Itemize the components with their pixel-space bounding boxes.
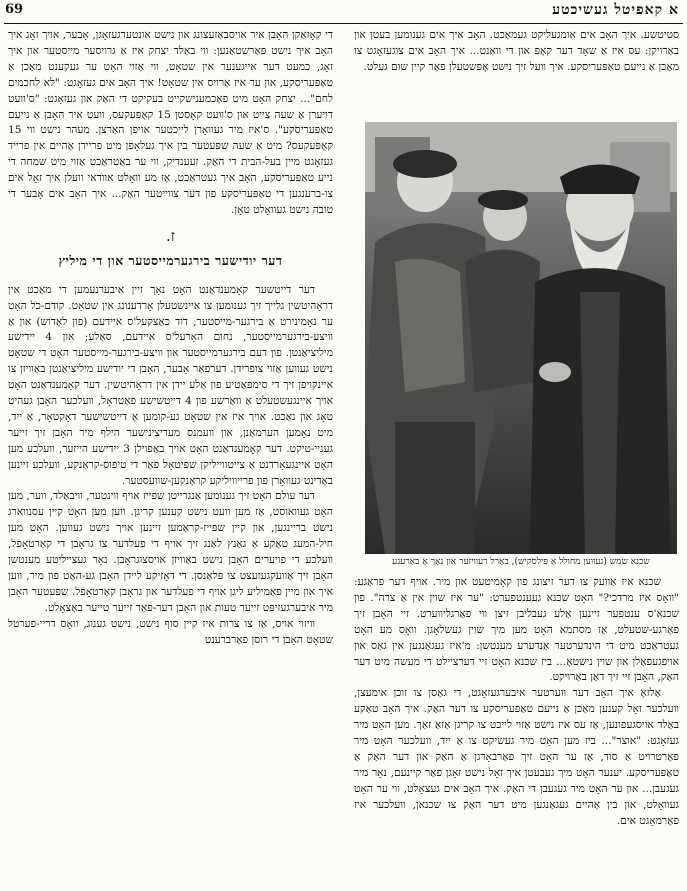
historical-photo [365, 122, 677, 554]
left-column [8, 28, 333, 649]
photo-caption: שכנא שמש (געווען מחולל אַ פּילסקיש), באַרל רעוויזער און נאָך אַ באַרעגע [392, 557, 650, 567]
paragraph: שכנא איז אַוועק צו דער זיצונג פון קאָמיטעט און מיר. אויף דער פראַגע: "וואָס איז מרדכי?" האָט שכנא געענטפערט: "ער איז שוין אין אַ צרה". פון שכנא'ס ענטפער זיינען אַלע געבליבן זיצן ווי פאַרגליווערט. זיי האָבן זיך פאַרגע-שטעלט, אַז מסתמא האָט מען מיך שוין געשלאָגן. וואָס מע האָט געטראַכט מיט די הינדערטער אַנדערע מענטשן: מ'איז געגאַנגען אין גאַס און אויפגעפאַלן און שוין נישטאָ... ביז שכנא האָט זיי דערציילט די מעשה מיט דער האַק, האָבן זיי זיך דאַן באַרויקט. [354, 576, 679, 684]
paragraph: סטיטשע. איך האָב אים אומגעליקט געמאַכט. האָב איך אים גענומען בעטן און באַרויקן: עס איז אַ שאָד דער קאָפּ און די וואַנט... איך האָב אים צוגעזאָגט צו מאַכן אַ נייעם טאַפּעריסקע. איך וועל זיך נישט אָפּשטעלן פאַר קיין שום געלט. [354, 29, 679, 73]
section-mark: ז. [166, 226, 175, 245]
paragraph: אַלזאָ איך האָב דער ווערטער איבערגעזאָגט, די גאַסן צו זוכן אימעצן, וועלכער זאָל קענען מאַכן אַ נייעם טאַפּעריסקע צו דער האַק. איך האָב טאַקע באַלד אויסגעפונען, אַז עס איז נישט אַזוי לייכט צו קריגן אַזאַ זאַך. מען האָט מיר געזאָגט: "אוצר"... ביז מען האָט מיר געשיקט צו אַ ייִד, וועלכער האָט מיר פאַרטרויט אַ סוד, אַז ער האָט זיך פאַרבאָרגן אַ האַק און דער האַק אַ טאַפּעריסקע. יענער האָט מיך געבעטן איך זאָל נישט זאָגן פאַר קיינעם, נאָר מיר געגעבן... און ער האָט מיר געגעבן די האַק. איך האָב אים געצאָלט, ווי ער האָט געוואָלט, און בין אַהיים געגאַנגען מיט דער האַק צו שכנאן, וועלכער איז פאַרמאָגט אים. [354, 687, 679, 827]
paragraph: וויזוי אויס, אַז צו צרות איז קיין סוף נישט, נישט גענוג, וואָס דריי-פערטל שטאָט האָבן די רוסן פאַרברענט [8, 617, 333, 646]
paragraph: די קאָזאַקן האָבן איר אויסבאַזעצונג און נישט אונטערגעזאָגן, אָבער, אויך זאָג איך האָב איך נישט פאַרשטאַנען: ווי באַלד יצחק איז אַ גרויסער מייסטער און איך זאָג, כמעט דער אייגענער אין שטאָט, ווי אַזוי האָט ער געקענט מאַכן אַ טאַפּעריסקע, און ער איז אַרויס אין שטאָט! איך האָב אים געזאָגט: "לא לחכמים לחם"... יצחק האָט מיט פאַכמענישקייט בעקיקט די האַק און געזאָגט: "ס'וועט דויערן אַ שעה צייט און ס'וועט קאָסטן 15 קאָפּעקעס, וועט איר האָבן אַ נייעם טאַפּעריסקע". ס'איז מיר געוואָרן לייכטער אויפן האַרצן. מעהר נישט ווי 15 קאָפּעקעס? מיט אַ שעה שפּעטער בין איך געלאָפן מיט פריידן אַהיים אין פרייד געזאָגט מיין בעל-הבית די האַק. זעענדיק, ווי ער באַטראַכט אַזוי מיט שמחה די נייע טאַפּעריסקע, האָב איך געטראַכט, אַז מע וואָלט אוודאי וועלן איך זאָל אים צו-ברענגען די טאַפּעריסקע פון דער צווייטער האַק... איך האָב אים אָבער די טובה נישט געוואָלט טאָן. [8, 29, 333, 216]
right-column-top [354, 28, 679, 120]
right-column-bottom [354, 575, 679, 891]
header-rule [4, 23, 683, 24]
running-title: א קאפיטל געשיכטע [552, 2, 679, 18]
section-heading: דער יודישער בירגערמייסטער און די מיליץ [58, 252, 283, 268]
page-number: 69 [5, 2, 24, 17]
photo-image [365, 122, 677, 554]
paragraph: דער דייטשער קאָמענדאַנט האָט נאָך זיין איבערנעמען די מאַכט אין דראָהיטשין גלייך זיך גענומען צו איינשטעלן אָרדענונג אין שטאָט. קודם-כל האָט ער נאָמינירט אַ בירגער-מייסטער, דוד כאַצקעל'ס איידעם (פון לאַדוש) און אַ וויצע-בירגערמייסטער, נחום האָרעל'ס איידעם, סאַלע; און 4 יידישע מיליציאַנטן. פון דעם בירגערמייסטער און וויצע-בירגער-מייסטער האָט די שטאָט נישט געווען אַזוי צופרידן. דערפאַר אָבער, האָבן די יודישע מיליציאַנטן באַוויזן צו איינקויפן זיך די סימפּאַטיע פון אַלע יידן אין דראָהיטשין. דער קאָמענדאַנט האָט אויך איינגעשטעלט אַ וואַרשע פון 4 דייטשישע פאַטראָל, וועלכער האָבן געהיט טאָג און נאַכט. אויך איז אין שטאָט גע-קומען אַ דייטשישער דאָקטאָר, אַ ייִד, מיט נאָמען הערמאַנן, און וועמנס מעדיצינישער הילף מיר האָבן זיך זייער געניי-טיקט. דער קאָמענדאַנט האָט אויך באַפוילן 3 ייִדישע הייזער, וועלכע מען האָט איינגעאָרדנט אַ צייטווייליקן שפּיטאָל פאַר די טיפוס-קראַנקע, וועלכע זיינען באַדינט געוואָרן פון פרייוויליקע קראַנקען-שוועסטער. [8, 283, 333, 487]
paragraph: דער עולם האָט זיך גענומען אַנגרייטן שפּייז אויף ווינטער, וויבאַלד, ווער, מען האָט געוואוסט, אַז מען וועט נישט קענען קריגן. ווען מען האָט קיין עסנווארג נישט בריינגען, און קיין שפּייז-קראַמען זיינען אויך נישט געווען. האָט מען חיל-המעג טאַקע אַ גאַנץ לאַנג זיך אויף די פעלדער צו גראָבן די קאַרטאָפל, וועלכע די פויערים האָבן נישט באַוויזן אויסצוגראָבן. נאָר געצייליטע מענטשן האָבן זיך אַוועקגעזעצט צו פּלאַנסן. די דאָזיקע ליידן האָבן גע-האַט פון מיר, ווען איך און מיין פאַמיליע ליגן אויף די פעלדער און גראָבן קאַרטאָפל. שפּעטער האָבן מיר איבערגעזיפּט זייער טעות און האָבן דער-פאַר זייער טייער באַצאָלט. [8, 490, 333, 614]
page-header [0, 0, 687, 24]
